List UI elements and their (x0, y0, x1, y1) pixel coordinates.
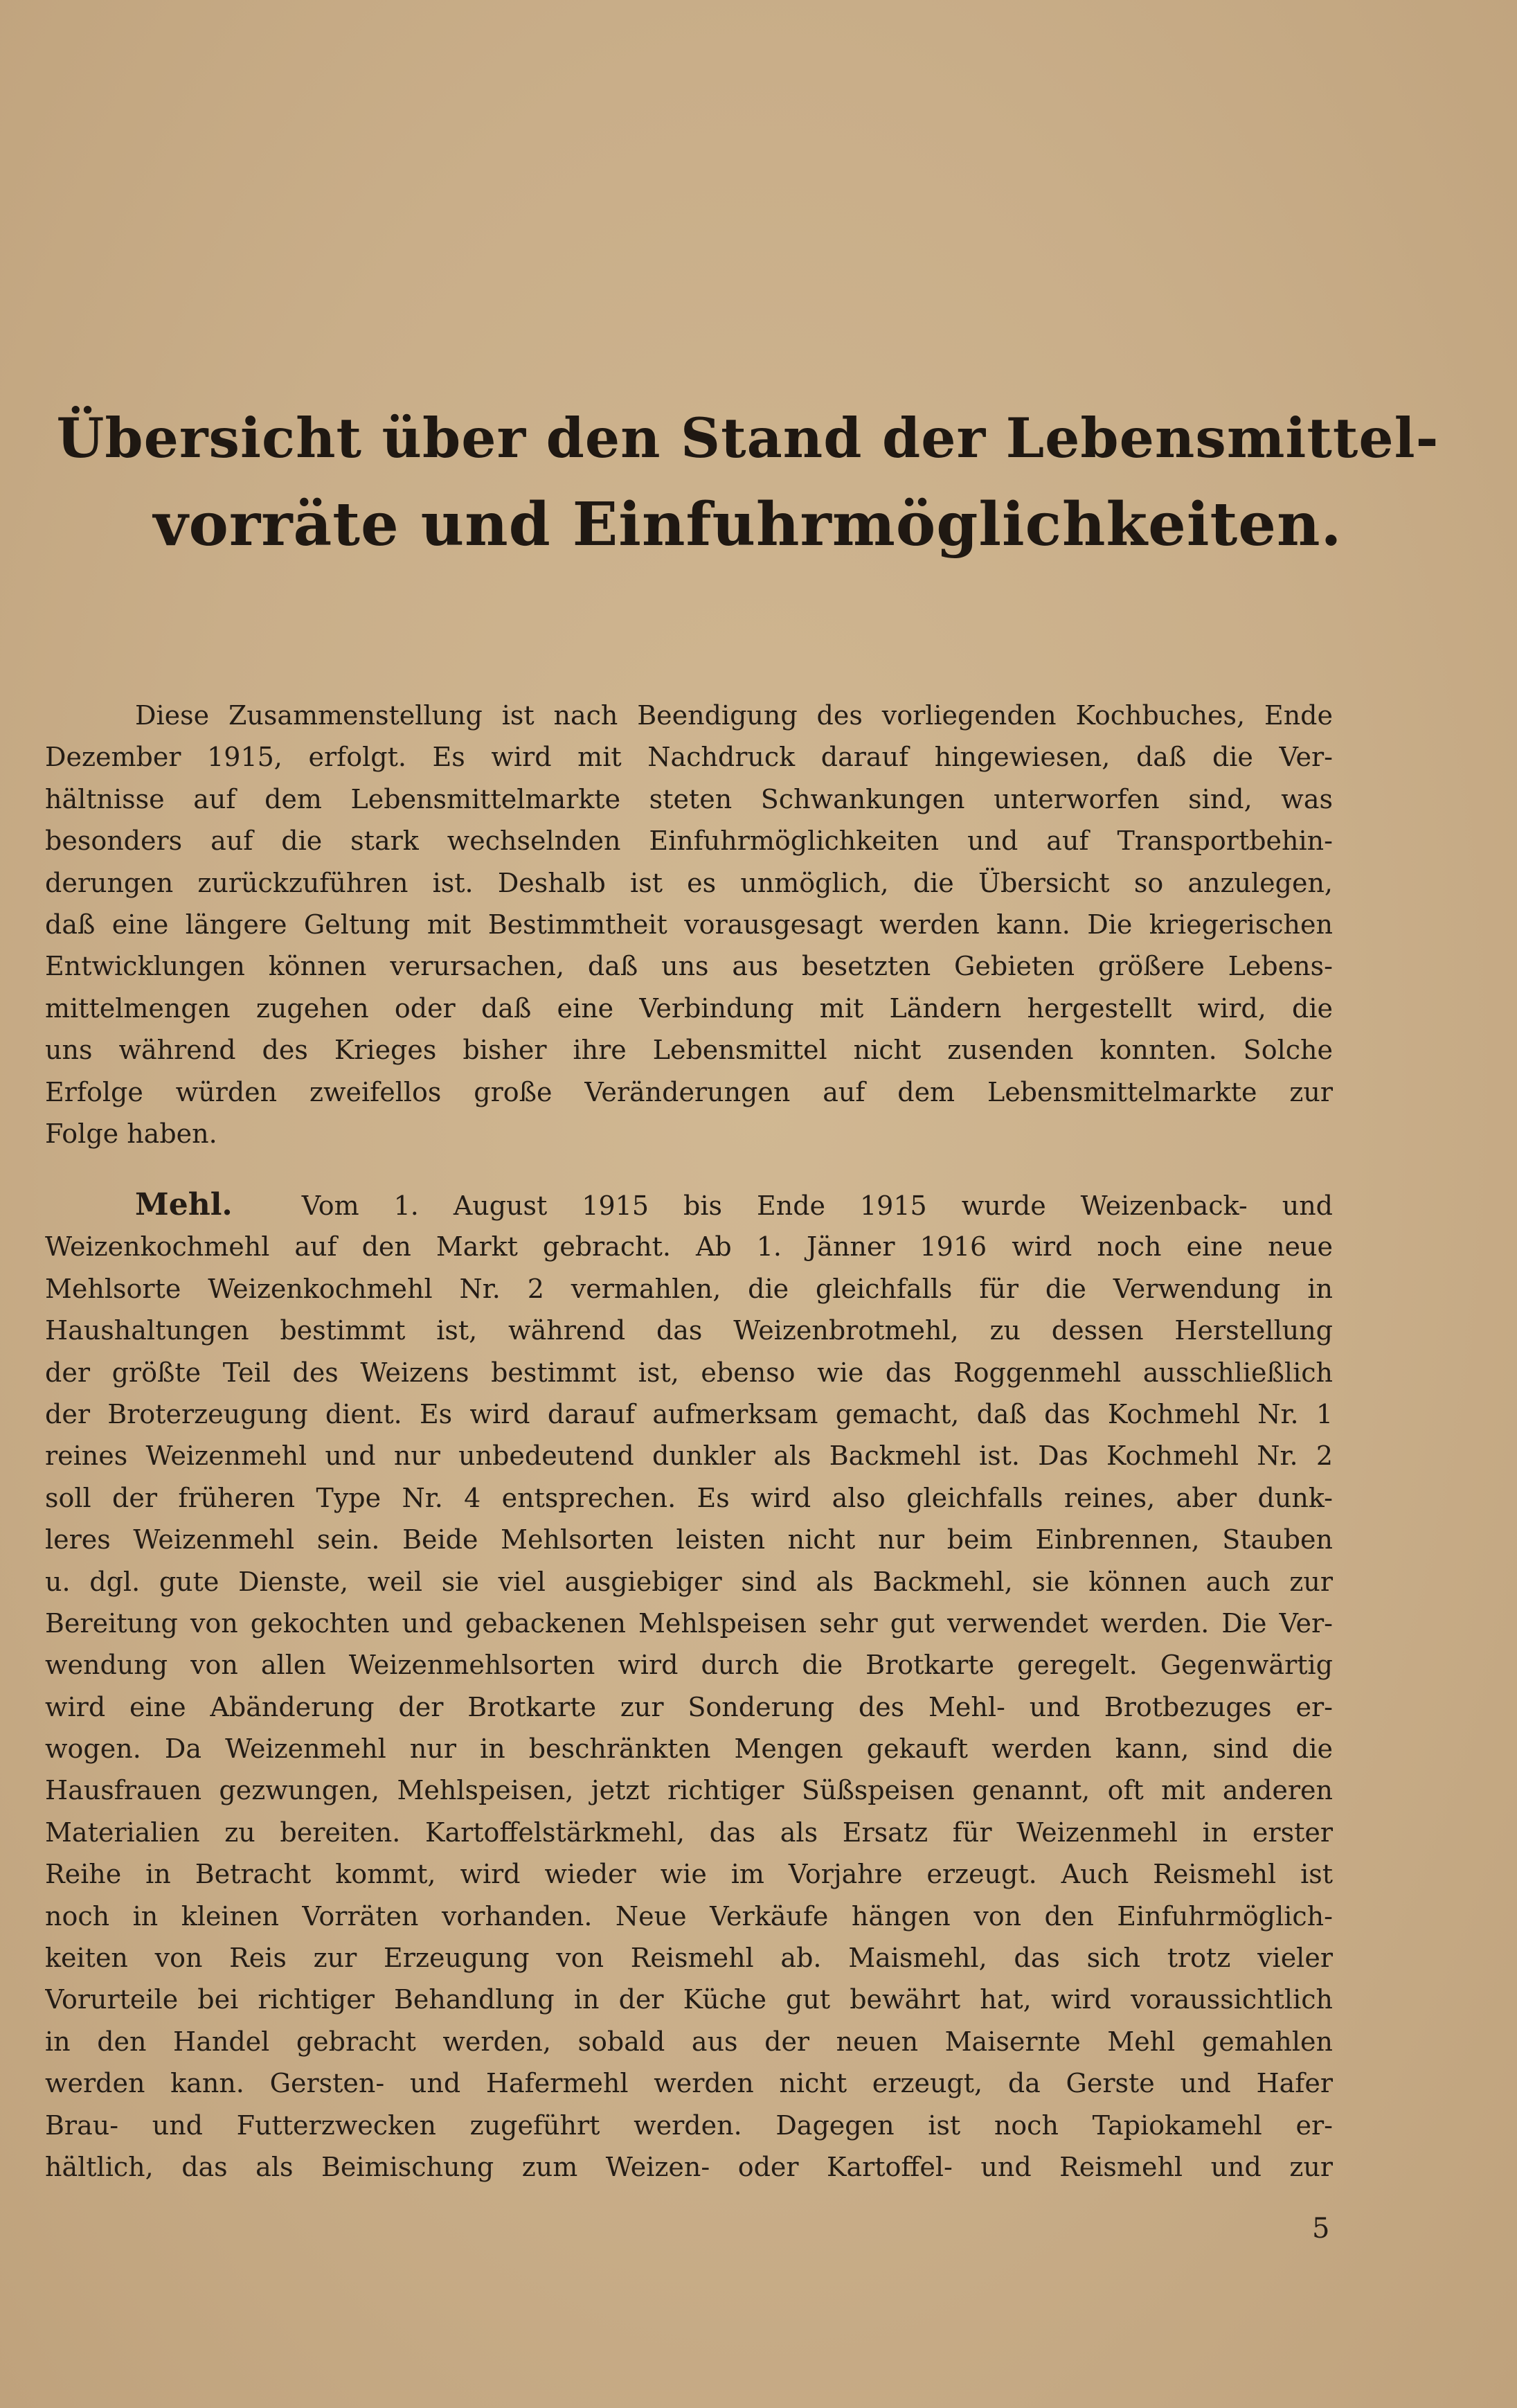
text-line: Bereitung von gekochten und gebackenen Mehlspeisen sehr gut verwendet werden. Die Ver- (45, 1607, 1333, 1639)
text-line: reines Weizenmehl und nur unbedeutend dunkler als Backmehl ist. Das Kochmehl Nr. 2 (45, 1441, 1333, 1472)
text-line: Weizenkochmehl auf den Markt gebracht. Ab 1. Jänner 1916 wird noch eine neue (45, 1231, 1333, 1263)
text-line: Erfolge würden zweifellos große Veränderungen auf dem Lebensmittelmarkte zur (45, 1076, 1333, 1107)
text-line: Reihe in Betracht kommt, wird wieder wie im Vorjahre erzeugt. Auch Reismehl ist (45, 1859, 1333, 1890)
first-line-text: Vom 1. August 1915 bis Ende 1915 wurde Weizenback- und (301, 1190, 1333, 1221)
text-line: keiten von Reis zur Erzeugung von Reismehl ab. Maismehl, das sich trotz vieler (45, 1943, 1333, 1974)
text-line: Diese Zusammenstellung ist nach Beendigung des vorliegenden Kochbuches, Ende (135, 700, 1333, 731)
paragraph-intro (45, 695, 1333, 1154)
text-line: werden kann. Gersten- und Hafermehl werden nicht erzeugt, da Gerste und Hafer (45, 2068, 1333, 2099)
text-line: Hausfrauen gezwungen, Mehlspeisen, jetzt richtiger Süßspeisen genannt, oft mit anderen (45, 1775, 1333, 1806)
text-line: Materialien zu bereiten. Kartoffelstärkmehl, das als Ersatz für Weizenmehl in erster (45, 1817, 1333, 1848)
text-line: Brau- und Futterzwecken zugeführt werden. Dagegen ist noch Tapiokamehl er- (45, 2110, 1333, 2141)
text-line: mittelmengen zugehen oder daß eine Verbindung mit Ländern hergestellt wird, die (45, 992, 1333, 1024)
title-line-2: vorräte und Einfuhrmöglichkeiten. (153, 490, 1343, 560)
text-line: soll der früheren Type Nr. 4 entsprechen. Es wird also gleichfalls reines, aber dunk- (45, 1482, 1333, 1513)
text-line: Vorurteile bei richtiger Behandlung in der Küche gut bewährt hat, wird voraussichtlich (45, 1984, 1333, 2015)
text-line: in den Handel gebracht werden, sobald aus der neuen Maisernte Mehl gemahlen (45, 2026, 1333, 2057)
text-line: der Broterzeugung dient. Es wird darauf aufmerksam gemacht, daß das Kochmehl Nr. 1 (45, 1398, 1333, 1429)
text-line: derungen zurückzuführen ist. Deshalb ist es unmöglich, die Übersicht so anzulegen, (45, 867, 1333, 898)
paragraph-mehl (45, 1184, 1333, 2188)
page-title (48, 395, 1447, 568)
text-line: uns während des Krieges bisher ihre Lebensmittel nicht zusenden konnten. Solche (45, 1035, 1333, 1066)
text-line: Folge haben. (45, 1118, 217, 1149)
text-line: Dezember 1915, erfolgt. Es wird mit Nachdruck darauf hingewiesen, daß die Ver- (45, 742, 1333, 773)
text-line-first (45, 1184, 1333, 1226)
title-line-1: Übersicht über den Stand der Lebensmittel- (56, 406, 1439, 470)
text-line: hältlich, das als Beimischung zum Weizen- oder Kartoffel- und Reismehl und zur (45, 2151, 1333, 2182)
text-line: wendung von allen Weizenmehlsorten wird durch die Brotkarte geregelt. Gegenwärtig (45, 1650, 1333, 1681)
text-line: Entwicklungen können verursachen, daß uns aus besetzten Gebieten größere Lebens- (45, 951, 1333, 982)
text-line: daß eine längere Geltung mit Bestimmtheit vorausgesagt werden kann. Die kriegerischen (45, 909, 1333, 940)
text-line: der größte Teil des Weizens bestimmt ist, ebenso wie das Roggenmehl ausschließlich (45, 1357, 1333, 1388)
text-line: noch in kleinen Vorräten vorhanden. Neue Verkäufe hängen von den Einfuhrmöglich- (45, 1900, 1333, 1932)
text-line: Mehlsorte Weizenkochmehl Nr. 2 vermahlen, die gleichfalls für die Verwendung in (45, 1273, 1333, 1304)
text-line: leres Weizenmehl sein. Beide Mehlsorten leisten nicht nur beim Einbrennen, Stauben (45, 1524, 1333, 1555)
text-line: wird eine Abänderung der Brotkarte zur Sonderung des Mehl- und Brotbezuges er- (45, 1691, 1333, 1722)
text-line: besonders auf die stark wechselnden Einfuhrmöglichkeiten und auf Transportbehin- (45, 826, 1333, 857)
text-line: wogen. Da Weizenmehl nur in beschränkten Mengen gekauft werden kann, sind die (45, 1733, 1333, 1765)
page-number: 5 (1312, 2213, 1330, 2245)
text-line: u. dgl. gute Dienste, weil sie viel ausgiebiger sind als Backmehl, sie können auch zur (45, 1566, 1333, 1597)
text-line: Haushaltungen bestimmt ist, während das Weizenbrotmehl, zu dessen Herstellung (45, 1315, 1333, 1346)
text-line: hältnisse auf dem Lebensmittelmarkte steten Schwankungen unterworfen sind, was (45, 783, 1333, 814)
section-runin-heading: Mehl. (135, 1187, 233, 1222)
